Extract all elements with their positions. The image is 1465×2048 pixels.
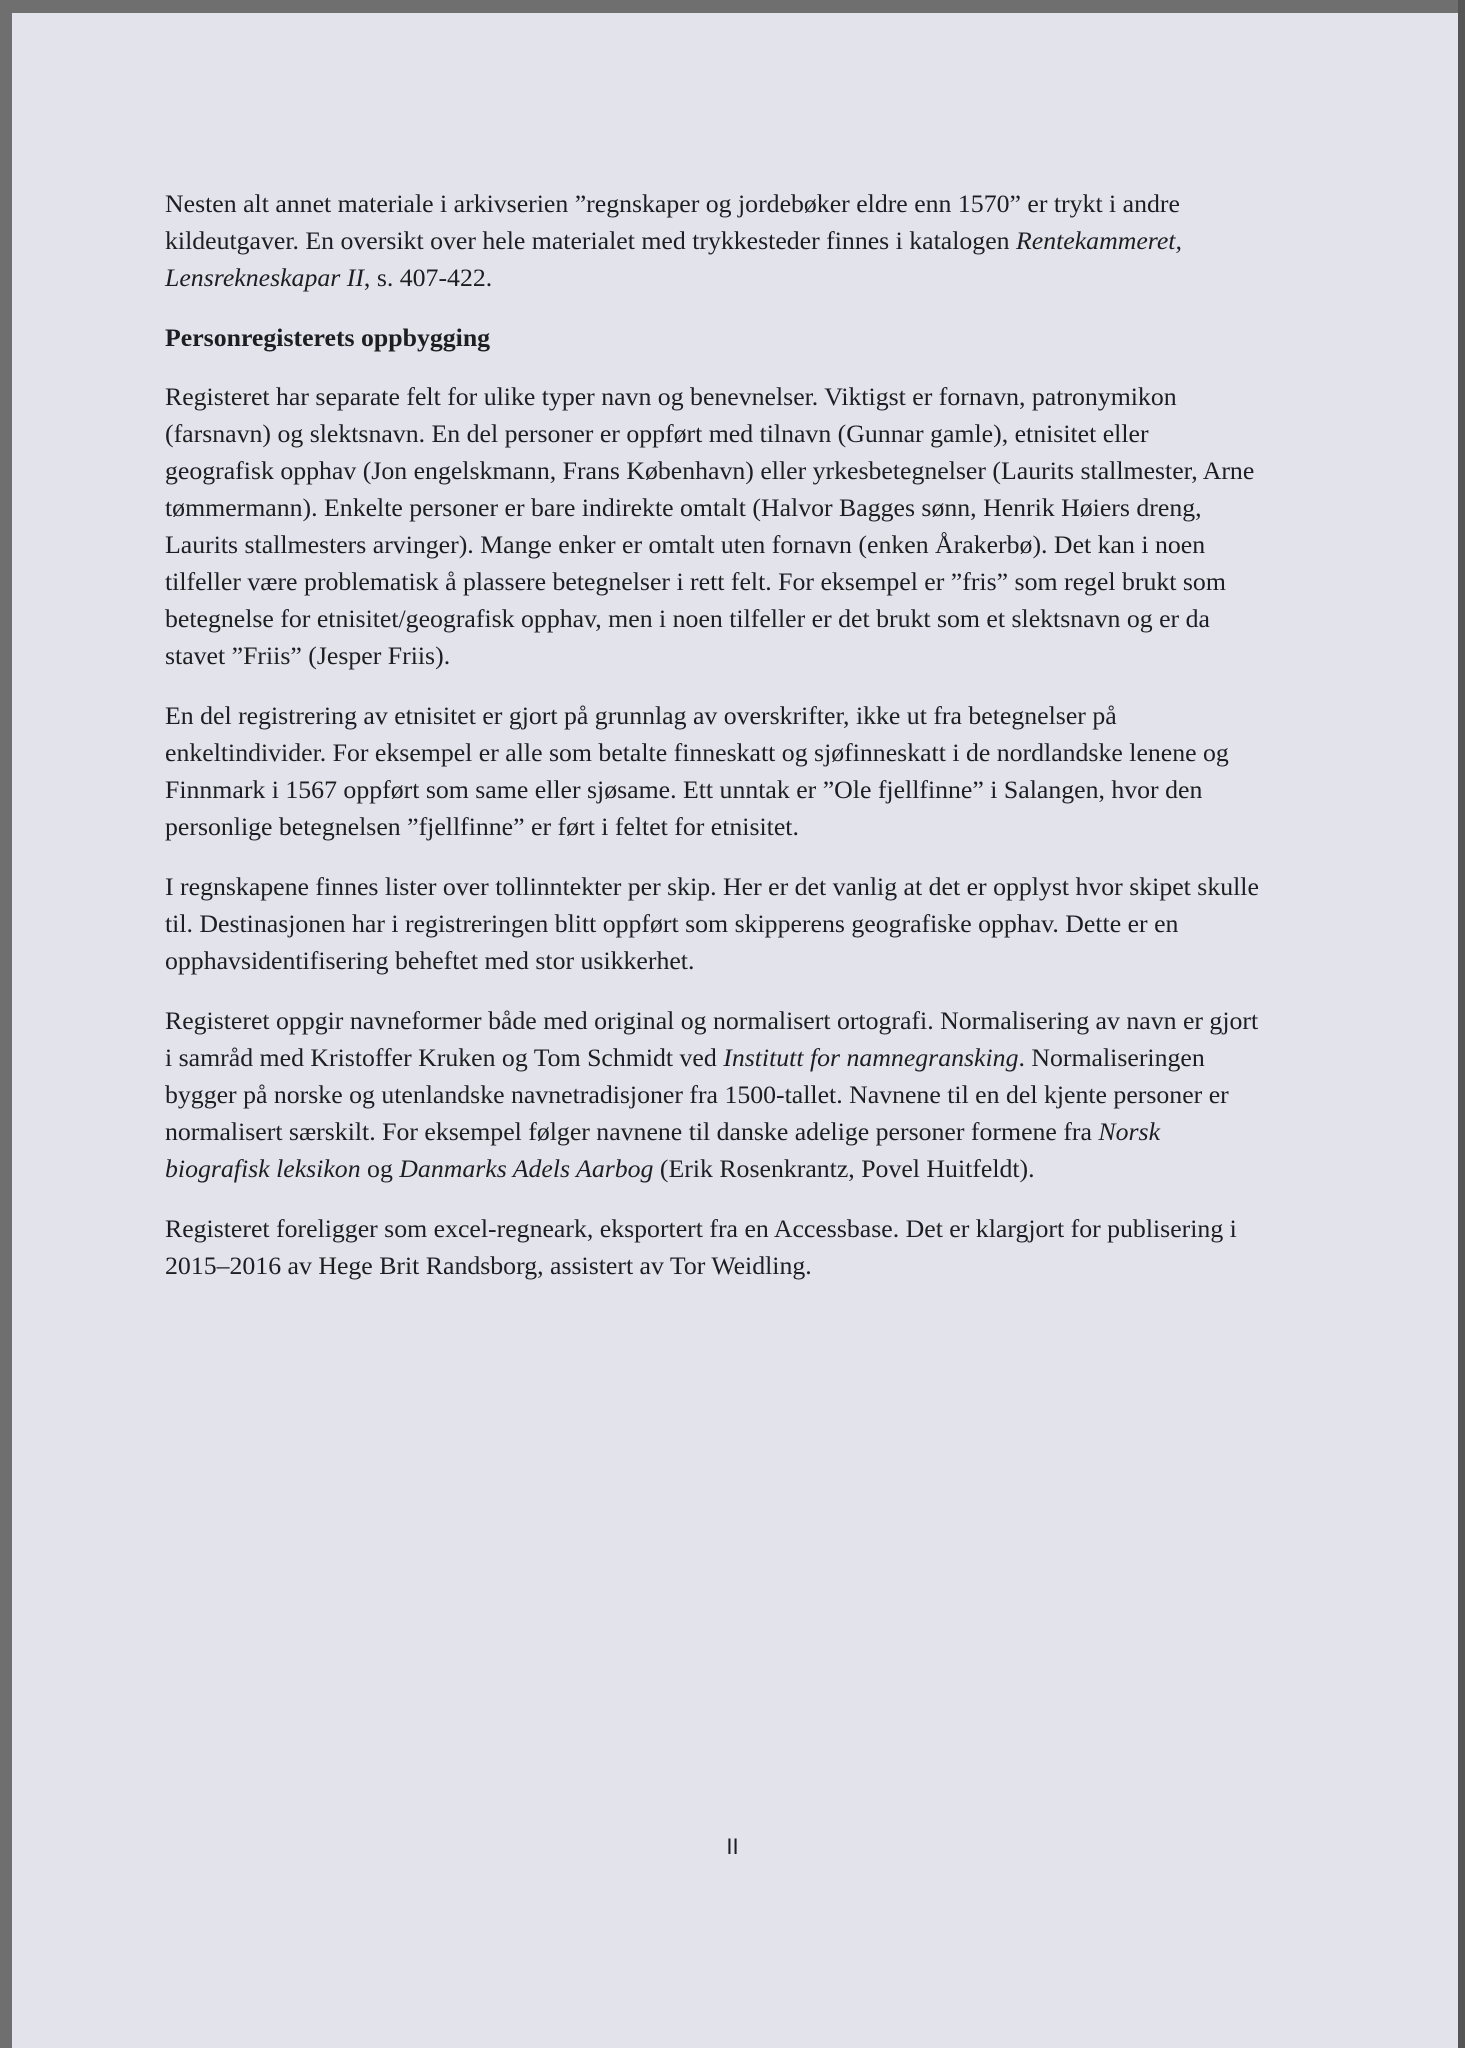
document-body — [165, 185, 1263, 1307]
catalog-title: Rentekammeret, Lensrekneskapar II — [165, 226, 1182, 292]
paragraph-intro-text: Nesten alt annet materiale i arkivserien ”regnskaper og jordebøker eldre enn 1570” er trykt i andre kildeutgaver. En oversikt over hele materialet med trykkesteder finnes i katalogen — [165, 189, 1180, 255]
reference-norsk-biografisk-leksikon: Norsk biografisk leksikon — [165, 1117, 1161, 1183]
reference-danmarks-adels-aarbog: Danmarks Adels Aarbog — [399, 1154, 654, 1183]
normalisation-text-a: Registeret oppgir navneformer både med original og normalisert ortografi. Normalisering av navn er gjort i samråd med Kristoffer Kruken og Tom Schmidt ved — [165, 1006, 1259, 1072]
page-edge-shadow — [1458, 0, 1465, 2048]
institute-name: Institutt for namnegransking — [723, 1043, 1019, 1072]
paragraph-publication: Registeret foreligger som excel-regneark, eksportert fra en Accessbase. Det er klargjort for publisering i 2015–2016 av Hege Brit Randsborg, assistert av Tor Weidling. — [165, 1214, 1237, 1280]
normalisation-text-b: . Normaliseringen bygger på norske og utenlandske navnetradisjoner fra 1500-tallet. Navnene til en del kjente personer er normalisert særskilt. For eksempel følger navnene til danske adelige personer formene fra — [165, 1043, 1229, 1146]
paragraph-fields: Registeret har separate felt for ulike typer navn og benevnelser. Viktigst er fornavn, patronymikon (farsnavn) og slektsnavn. En del personer er oppført med tilnavn (Gunnar gamle), etnisitet eller geografisk opphav (Jon engelskmann, Frans København) eller yrkesbetegnelser (Laurits stallmester, Arne tømmermann). Enkelte personer er bare indirekte omtalt (Halvor Bagges sønn, Henrik Høiers dreng, Laurits stallmesters arvinger). Mange enker er omtalt uten fornavn (enken Årakerbø). Det kan i noen tilfeller være problematisk å plassere betegnelser i rett felt. For eksempel er ”fris” som regel brukt som betegnelse for etnisitet/geografisk opphav, men i noen tilfeller er det brukt som et slektsnavn og er da stavet ”Friis” (Jesper Friis). — [165, 382, 1255, 670]
paragraph-intro-pages: , s. 407-422. — [363, 263, 493, 292]
page-number: II — [726, 1834, 739, 1859]
paragraph-ships: I regnskapene finnes lister over tollinntekter per skip. Her er det vanlig at det er opplyst hvor skipet skulle til. Destinasjonen har i registreringen blitt oppført som skipperens geografiske opphav. Dette er en opphavsidentifisering beheftet med stor usikkerhet. — [165, 872, 1259, 975]
section-heading: Personregisterets oppbygging — [165, 323, 491, 352]
normalisation-text-c: og — [360, 1154, 400, 1183]
normalisation-text-d: (Erik Rosenkrantz, Povel Huitfeldt). — [653, 1154, 1035, 1183]
paragraph-normalisation — [165, 1002, 1263, 1187]
paragraph-intro — [165, 185, 1263, 296]
paragraph-ethnicity: En del registrering av etnisitet er gjort på grunnlag av overskrifter, ikke ut fra betegnelser på enkeltindivider. For eksempel er alle som betalte finneskatt og sjøfinneskatt i de nordlandske lenene og Finnmark i 1567 oppført som same eller sjøsame. Ett unntak er ”Ole fjellfinne” i Salangen, hvor den personlige betegnelsen ”fjellfinne” er ført i feltet for etnisitet. — [165, 701, 1229, 841]
